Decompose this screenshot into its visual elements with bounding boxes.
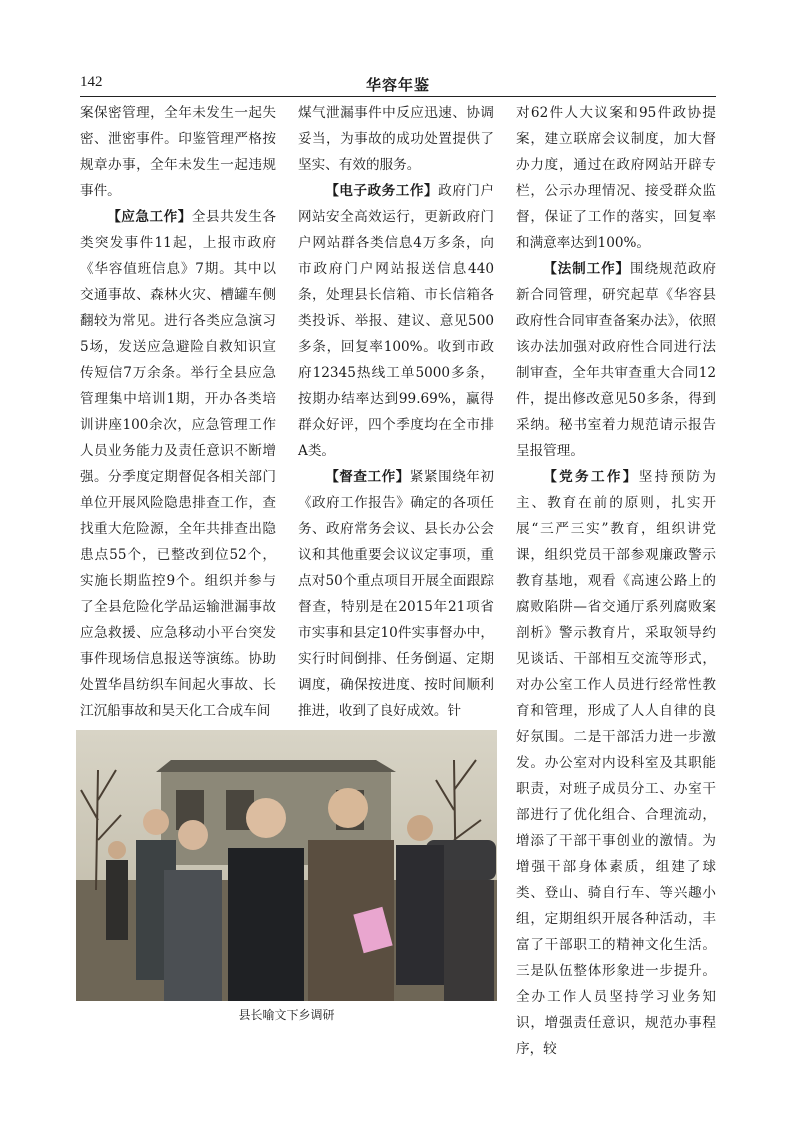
- paragraph: 煤气泄漏事件中反应迅速、协调妥当，为事故的成功处置提供了坚实、有效的服务。: [298, 105, 494, 173]
- section-emergency: [80, 204, 276, 724]
- field-visit-photo: [76, 730, 497, 1001]
- running-title: 华容年鉴: [365, 76, 430, 94]
- column-3: [516, 100, 716, 1062]
- emphasis-text: 二是干部活力进一步激发。: [516, 729, 717, 771]
- section-party: [516, 464, 716, 1062]
- section-heading: 【督查工作】: [325, 469, 410, 485]
- section-body: 坚持预防为主、教育在前的原则，扎实开展“三严三实”教育，组织讲党课，组织党员干部参观廉政警示教育基地，观看《高速公路上的腐败陷阱—省交通厅系列腐败案剖析》警示教育片，采取领导约见谈话、干部相互交流等形式，对办公室工作人员进行经常性教育和管理，形成了人人自律的良好氛围。: [516, 469, 716, 745]
- section-heading: 【党务工作】: [543, 469, 639, 485]
- column-2: [298, 100, 494, 724]
- emphasis-text: 三是队伍整体形象进一步提升。: [516, 963, 716, 979]
- header-rule: [80, 96, 716, 97]
- photo-caption: 县长喻文下乡调研: [238, 1008, 335, 1022]
- paragraph: 案保密管理，全年未发生一起失密、泄密事件。印鉴管理严格按规章办事，全年未发生一起违规事件。: [80, 105, 276, 199]
- section-body: 全办工作人员坚持学习业务知识，增强责任意识，规范办事程序，较: [516, 989, 716, 1057]
- section-heading: 【法制工作】: [543, 261, 631, 277]
- section-body: 全县共发生各类突发事件11起，上报市政府《华容值班信息》7期。其中以交通事故、森林火灾、槽罐车侧翻较为常见。进行各类应急演习5场，发送应急避险自救知识宣传短信7万余条。举行全县应急管理集中培训1期，开办各类培训讲座100余次，应急管理工作人员业务能力及责任意识不断增强。分季度定期督促各相关部门单位开展风险隐患排查工作，查找重大危险源，全年共排查出隐患点55个，已整改到位52个，实施长期监控9个。组织并参与了全县危险化学品运输泄漏事故应急救援、应急移动小平台突发事件现场信息报送等演练。协助处置华昌纺织车间起火事故、长江沉船事故和昊天化工合成车间: [80, 209, 277, 719]
- section-egov: [298, 178, 494, 464]
- section-body: 紧紧围绕年初《政府工作报告》确定的各项任务、政府常务会议、县长办公会议和其他重要会议议定事项，重点对50个重点项目开展全面跟踪督查，特别是在2015年21项省市实事和县定10件实事督办中，实行时间倒排、任务倒逼、定期调度，确保按进度、按时间顺利推进，收到了良好成效。针: [298, 469, 495, 719]
- section-heading: 【电子政务工作】: [325, 183, 439, 199]
- page-header: [80, 74, 716, 96]
- section-body: 围绕规范政府新合同管理，研究起草《华容县政府性合同审查备案办法》，依照该办法加强对政府性合同进行法制审查，全年共审查重大合同12件，提出修改意见50多条，得到采纳。秘书室着力规范请示报告呈报管理。: [516, 261, 717, 459]
- section-body: 政府门户网站安全高效运行，更新政府门户网站群各类信息4万多条，向市政府门户网站报送信息440条，处理县长信箱、市长信箱各类投诉、举报、建议、意见500多条，回复率100%。收到市政府12345热线工单5000多条，按期办结率达到99.69%，赢得群众好评，四个季度均在全市排A类。: [298, 183, 495, 459]
- section-supervision: [298, 464, 494, 724]
- section-legal: [516, 256, 716, 464]
- section-body: 办公室对内设科室及其职能职责，对班子成员分工、办室干部进行了优化组合、合理流动，增添了干部干事创业的激情。为增强干部身体素质，组建了球类、登山、骑自行车、等兴趣小组，定期组织开展各种活动，丰富了干部职工的精神文化生活。: [516, 755, 717, 953]
- paragraph: 对62件人大议案和95件政协提案，建立联席会议制度，加大督办力度，通过在政府网站开辟专栏，公示办理情况、接受群众监督，保证了工作的落实，回复率和满意率达到100%。: [516, 105, 716, 251]
- column-1: [80, 100, 276, 724]
- page-number: 142: [80, 74, 103, 90]
- section-heading: 【应急工作】: [107, 209, 192, 225]
